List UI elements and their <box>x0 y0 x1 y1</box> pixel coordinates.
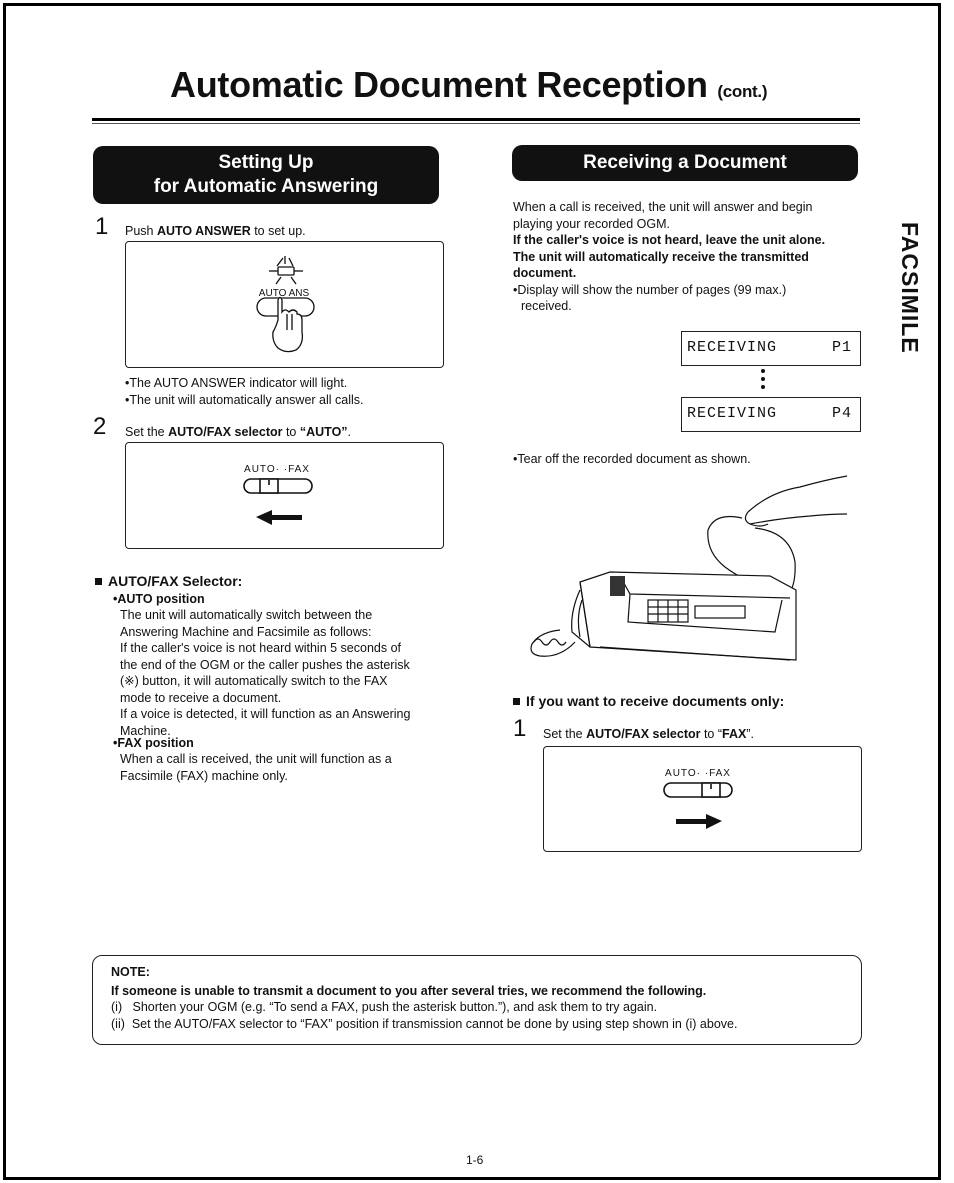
side-tab-facsimile <box>880 218 936 358</box>
fax-step1-instruction <box>543 726 754 743</box>
page-number: 1-6 <box>466 1153 484 1167</box>
text-line: playing your recorded OGM. <box>513 216 671 231</box>
text-line: (※) button, it will automatically switch to the FAX <box>120 674 388 688</box>
fax-step1-text-end: ”. <box>746 727 754 741</box>
text-line: mode to receive a document. <box>120 690 282 705</box>
auto-fax-selector-heading-text: AUTO/FAX Selector: <box>108 573 243 589</box>
auto-ans-label: AUTO ANS <box>258 288 310 299</box>
text-line-bold: If the caller's voice is not heard, leave the unit alone. <box>513 233 826 247</box>
step2-text-post: to <box>282 425 300 439</box>
step2-text-bold: AUTO/FAX selector <box>168 425 283 439</box>
fax-step1-text-post: to “ <box>700 727 723 741</box>
text-line: If a voice is detected, it will function as an Answering <box>120 707 411 721</box>
light-ray <box>291 277 296 284</box>
step1-text-post: to set up. <box>250 224 306 238</box>
auto-position-description <box>120 607 450 739</box>
step2-text-end: . <box>347 425 352 439</box>
step1-instruction <box>125 223 306 240</box>
text-line: Facsimile (FAX) machine only. <box>120 768 288 783</box>
square-bullet-icon <box>95 578 102 585</box>
text-line: If the caller's voice is not heard within 5 seconds of <box>120 641 402 655</box>
step2-text-pre: Set the <box>125 425 169 439</box>
vertical-ellipsis-icon <box>758 368 768 394</box>
step-number: 2 <box>93 413 107 440</box>
auto-fax-label: AUTO· ·FAX <box>665 768 731 779</box>
auto-selector-illustration <box>126 443 443 548</box>
text-line: Answering Machine and Facsimile as follows: <box>120 624 372 639</box>
side-tab-text: FACSIMILE <box>896 222 923 354</box>
fax-step1-text-bold2: FAX <box>722 727 747 741</box>
tear-off-instruction: •Tear off the recorded document as shown. <box>513 452 751 466</box>
auto-answer-button-illustration <box>126 242 443 367</box>
fax-selector-illustration <box>544 747 861 851</box>
note-item: (ii) Set the AUTO/FAX selector to “FAX” position if transmission cannot be done by using step shown in (i) above. <box>111 1017 738 1031</box>
fax-position-description <box>120 751 450 784</box>
left-section-banner <box>93 146 439 204</box>
arrow-left-icon <box>256 510 302 525</box>
step1-text-pre: Push <box>125 224 157 238</box>
note-item: (i) Shorten your OGM (e.g. “To send a FAX, push the asterisk button.”), and ask them to try again. <box>111 1000 658 1014</box>
left-banner-line2: for Automatic Answering <box>153 176 379 197</box>
selector-switch <box>664 783 732 797</box>
note-label: NOTE: <box>111 965 150 979</box>
fax-position-heading: •FAX position <box>113 736 194 750</box>
arrow-right-icon <box>676 814 722 829</box>
title-rule-thin <box>92 123 860 124</box>
right-section-banner: Receiving a Document <box>512 145 858 181</box>
light-ray <box>276 277 281 284</box>
auto-answer-illustration-box <box>125 241 444 368</box>
step1-bullets <box>125 375 364 408</box>
square-bullet-icon <box>513 698 520 705</box>
text-line: When a call is received, the unit will function as a <box>120 752 392 766</box>
lcd-text: RECEIVING <box>687 339 778 356</box>
handset-cord <box>531 630 575 656</box>
text-line: •Display will show the number of pages (99 max.) <box>513 282 787 297</box>
step1-bullet: •The unit will automatically answer all calls. <box>125 392 364 407</box>
fax-step1-text-pre: Set the <box>543 727 587 741</box>
step1-text-bold: AUTO ANSWER <box>156 224 251 238</box>
text-line: When a call is received, the unit will answer and begin <box>513 200 813 214</box>
left-banner-line1: Setting Up <box>218 152 314 173</box>
note-box <box>92 955 862 1045</box>
text-line: The unit will automatically switch between the <box>120 608 373 622</box>
page-title-suffix: (cont.) <box>717 82 768 101</box>
text-line: the end of the OGM or the caller pushes the asterisk <box>120 657 410 672</box>
fax-selector-illustration-box <box>543 746 862 852</box>
fax-only-heading <box>513 693 784 709</box>
text-line-bold: The unit will automatically receive the transmitted <box>513 249 809 264</box>
text-line-bold: document. <box>513 266 577 280</box>
receiving-intro <box>513 199 863 315</box>
step2-instruction <box>125 424 351 441</box>
auto-fax-label: AUTO· ·FAX <box>244 464 310 475</box>
lcd-display-p1 <box>681 331 861 366</box>
title-rule <box>92 118 860 121</box>
fax-step1-text-bold: AUTO/FAX selector <box>586 727 701 741</box>
step2-text-bold2: “AUTO” <box>299 425 348 439</box>
step-number: 1 <box>513 715 527 742</box>
note-bold-line: If someone is unable to transmit a document to you after several tries, we recommend the following. <box>111 984 707 998</box>
lcd-display-p4 <box>681 397 861 432</box>
indicator-lamp <box>278 267 294 275</box>
handset <box>610 576 625 596</box>
page-title <box>170 64 767 106</box>
light-ray <box>277 258 283 266</box>
step-number: 1 <box>95 213 109 240</box>
fax-only-heading-text: If you want to receive documents only: <box>526 693 785 709</box>
lcd-page: P4 <box>831 405 852 422</box>
lcd-page: P1 <box>831 339 852 356</box>
text-line: received. <box>521 299 572 313</box>
auto-fax-selector-heading <box>95 573 242 589</box>
hand-outline <box>748 476 847 512</box>
step1-bullet: •The AUTO ANSWER indicator will light. <box>125 376 348 390</box>
page-title-main: Automatic Document Reception <box>170 64 708 105</box>
auto-position-heading: •AUTO position <box>113 592 205 606</box>
light-ray <box>289 258 293 266</box>
lcd-text: RECEIVING <box>687 405 778 422</box>
fax-machine-illustration <box>520 472 850 672</box>
auto-selector-illustration-box <box>125 442 444 549</box>
text-line: Machine. <box>120 723 171 738</box>
